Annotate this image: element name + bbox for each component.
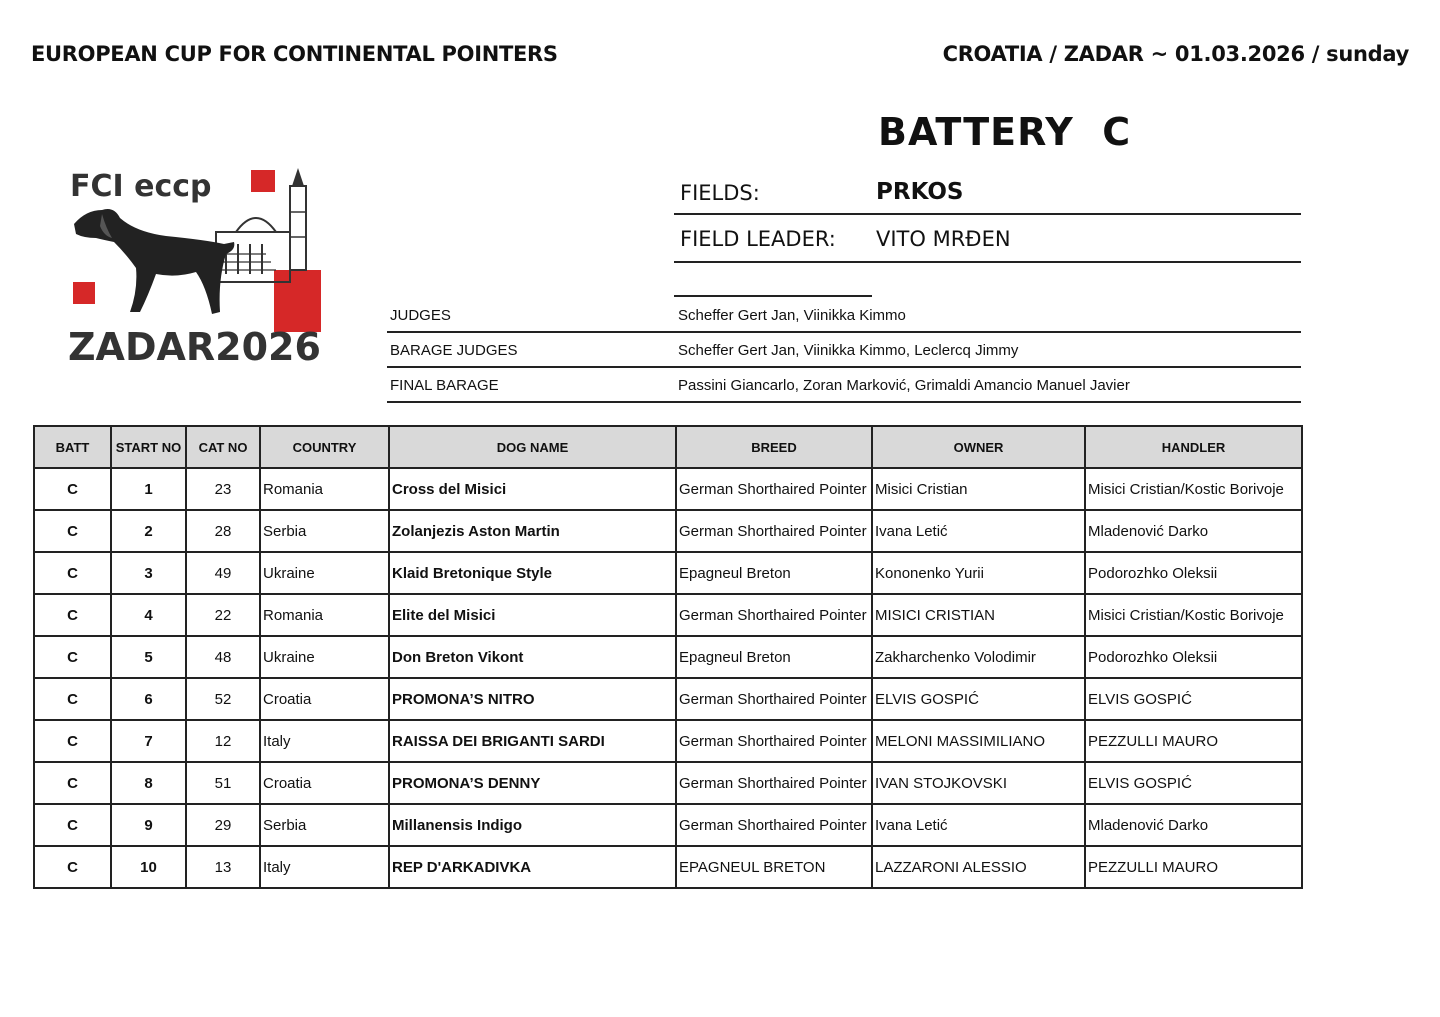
cell-country: Serbia [260,804,389,846]
cell-batt: C [34,720,111,762]
final-barage-row [387,368,1301,403]
cell-country: Croatia [260,762,389,804]
table-row [34,720,1302,762]
cell-owner: MISICI CRISTIAN [872,594,1085,636]
cell-handler: Misici Cristian/Kostic Borivoje [1085,594,1302,636]
cell-breed: German Shorthaired Pointer [676,804,872,846]
cell-dog: PROMONA’S NITRO [389,678,676,720]
fields-value: PRKOS [876,179,964,205]
cell-dog: Elite del Misici [389,594,676,636]
cell-owner: Ivana Letić [872,804,1085,846]
cell-cat: 12 [186,720,260,762]
cell-country: Italy [260,846,389,888]
cell-batt: C [34,678,111,720]
cell-start: 8 [111,762,186,804]
cell-batt: C [34,468,111,510]
judges-block [387,298,1301,403]
table-row [34,510,1302,552]
cell-handler: Podorozhko Oleksii [1085,552,1302,594]
cell-batt: C [34,510,111,552]
cell-breed: Epagneul Breton [676,636,872,678]
cell-cat: 51 [186,762,260,804]
cell-start: 6 [111,678,186,720]
cell-handler: ELVIS GOSPIĆ [1085,678,1302,720]
cell-start: 9 [111,804,186,846]
cell-dog: Zolanjezis Aston Martin [389,510,676,552]
cell-cat: 28 [186,510,260,552]
col-owner: OWNER [872,426,1085,468]
logo-top-text: FCI eccp [70,169,212,204]
col-country: COUNTRY [260,426,389,468]
judges-label: JUDGES [390,307,451,324]
cell-cat: 23 [186,468,260,510]
cell-country: Croatia [260,678,389,720]
cell-breed: German Shorthaired Pointer [676,762,872,804]
table-header-row [34,426,1302,468]
barage-judges-row [387,333,1301,368]
table-row [34,594,1302,636]
cell-owner: Zakharchenko Volodimir [872,636,1085,678]
fields-row [674,172,1301,215]
barage-judges-value: Scheffer Gert Jan, Viinikka Kimmo, Leclercq Jimmy [678,342,1019,359]
cell-batt: C [34,552,111,594]
start-list-table [33,425,1303,889]
final-barage-value: Passini Giancarlo, Zoran Marković, Grimaldi Amancio Manuel Javier [678,377,1130,394]
location-date: CROATIA / ZADAR ~ 01.03.2026 / sunday [942,42,1409,66]
table-row [34,468,1302,510]
cell-handler: PEZZULLI MAURO [1085,720,1302,762]
cell-breed: German Shorthaired Pointer [676,468,872,510]
table-row [34,636,1302,678]
logo-bottom-text: ZADAR2026 [68,325,321,369]
event-title: EUROPEAN CUP FOR CONTINENTAL POINTERS [31,42,558,66]
battery-title: BATTERY C [878,110,1132,154]
cell-dog: Cross del Misici [389,468,676,510]
cell-cat: 48 [186,636,260,678]
cell-cat: 49 [186,552,260,594]
cell-country: Serbia [260,510,389,552]
fci-eccp-zadar-logo [66,162,328,372]
cell-batt: C [34,846,111,888]
cell-handler: ELVIS GOSPIĆ [1085,762,1302,804]
table-row [34,804,1302,846]
cell-owner: ELVIS GOSPIĆ [872,678,1085,720]
cell-dog: PROMONA’S DENNY [389,762,676,804]
table-row [34,678,1302,720]
cell-start: 5 [111,636,186,678]
cell-country: Ukraine [260,636,389,678]
logo-graphic [66,162,328,372]
cell-cat: 22 [186,594,260,636]
col-breed: BREED [676,426,872,468]
cell-country: Ukraine [260,552,389,594]
cell-owner: IVAN STOJKOVSKI [872,762,1085,804]
col-start-no: START NO [111,426,186,468]
table-row [34,552,1302,594]
cell-country: Italy [260,720,389,762]
barage-judges-label: BARAGE JUDGES [390,342,518,359]
cell-breed: German Shorthaired Pointer [676,510,872,552]
col-handler: HANDLER [1085,426,1302,468]
cell-cat: 52 [186,678,260,720]
cell-start: 7 [111,720,186,762]
cell-country: Romania [260,594,389,636]
field-leader-value: VITO MRĐEN [876,227,1011,251]
cell-breed: EPAGNEUL BRETON [676,846,872,888]
cell-dog: Don Breton Vikont [389,636,676,678]
cell-breed: German Shorthaired Pointer [676,678,872,720]
cell-cat: 29 [186,804,260,846]
cell-breed: German Shorthaired Pointer [676,720,872,762]
col-batt: BATT [34,426,111,468]
cell-owner: LAZZARONI ALESSIO [872,846,1085,888]
cell-batt: C [34,636,111,678]
cell-handler: Mladenović Darko [1085,804,1302,846]
table-row [34,762,1302,804]
judges-value: Scheffer Gert Jan, Viinikka Kimmo [678,307,906,324]
cell-dog: Millanensis Indigo [389,804,676,846]
cell-handler: Mladenović Darko [1085,510,1302,552]
cell-handler: Podorozhko Oleksii [1085,636,1302,678]
table-row [34,846,1302,888]
cell-start: 1 [111,468,186,510]
cell-handler: PEZZULLI MAURO [1085,846,1302,888]
cell-breed: German Shorthaired Pointer [676,594,872,636]
final-barage-label: FINAL BARAGE [390,377,499,394]
fields-label: FIELDS: [680,181,760,205]
col-dog-name: DOG NAME [389,426,676,468]
field-leader-label: FIELD LEADER: [680,227,836,251]
cell-start: 4 [111,594,186,636]
cell-handler: Misici Cristian/Kostic Borivoje [1085,468,1302,510]
cell-owner: MELONI MASSIMILIANO [872,720,1085,762]
cell-start: 3 [111,552,186,594]
cell-dog: RAISSA DEI BRIGANTI SARDI [389,720,676,762]
cell-dog: REP D'ARKADIVKA [389,846,676,888]
cell-start: 2 [111,510,186,552]
cell-start: 10 [111,846,186,888]
divider [674,295,872,297]
cell-owner: Misici Cristian [872,468,1085,510]
judges-row [387,298,1301,333]
cell-batt: C [34,762,111,804]
cell-country: Romania [260,468,389,510]
cell-breed: Epagneul Breton [676,552,872,594]
cell-cat: 13 [186,846,260,888]
cell-owner: Kononenko Yurii [872,552,1085,594]
cell-owner: Ivana Letić [872,510,1085,552]
cell-batt: C [34,594,111,636]
cell-batt: C [34,804,111,846]
cell-dog: Klaid Bretonique Style [389,552,676,594]
field-leader-row [674,218,1301,263]
col-cat-no: CAT NO [186,426,260,468]
